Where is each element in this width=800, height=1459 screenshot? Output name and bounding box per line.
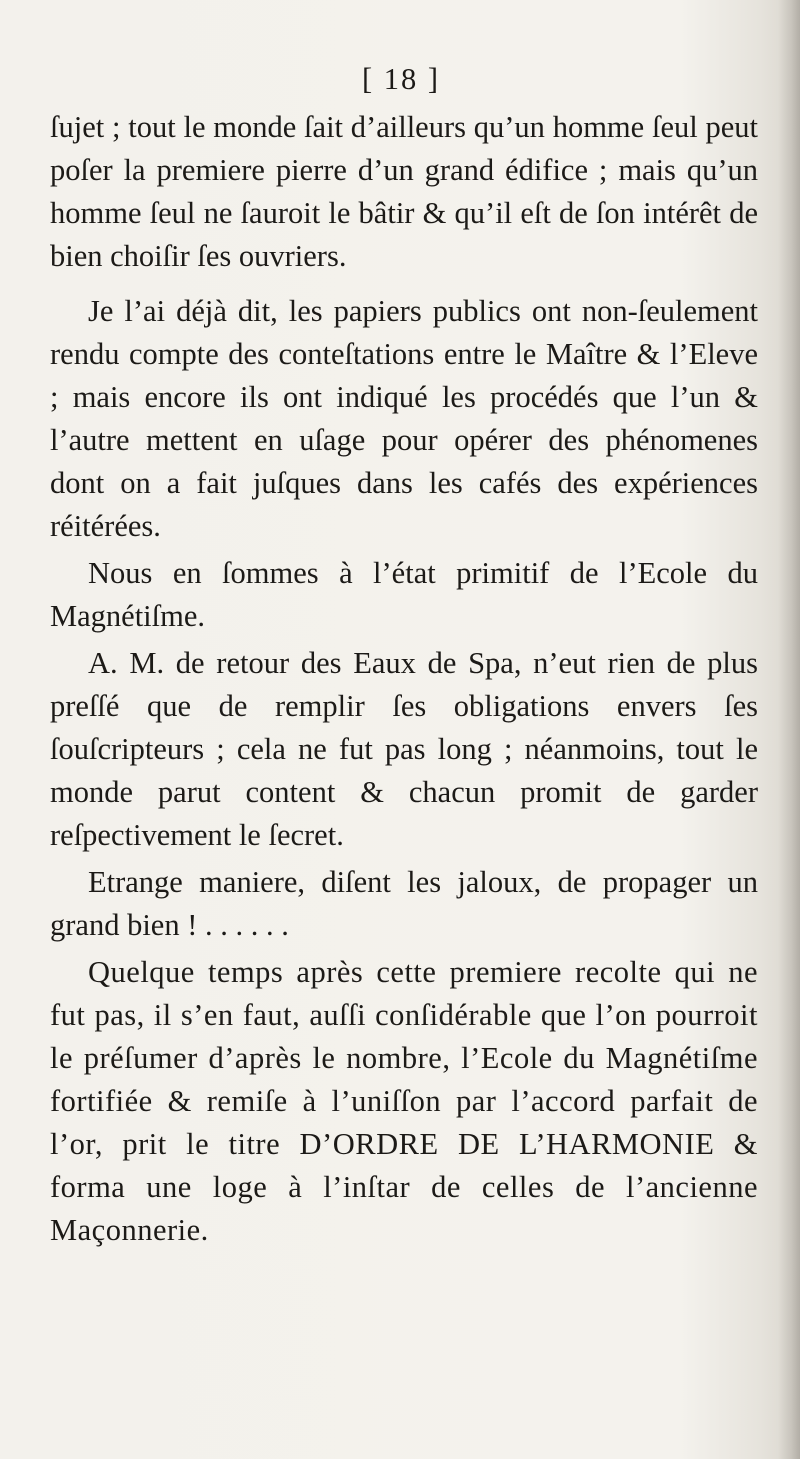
paragraph-4: A. M. de retour des Eaux de Spa, n’eut rien de plus preſſé que de remplir ſes obligations envers ſes ſouſcripteurs ; cela ne fut pas long ; néanmoins, tout le monde parut content & chacun promit de garder reſpectivement le ſecret. — [50, 646, 758, 852]
paragraph-6: Quelque temps après cette premiere recolte qui ne fut pas, il s’en faut, auſſi conſidérable que l’on pourroit le préſumer d’après le nombre, l’Ecole du Magnétiſme fortifiée & remiſe à l’uniſſon par l’accord parfait de l’or, prit le titre D’ORDRE DE L’HARMONIE & forma une loge à l’inſtar de celles de l’ancienne Maçonnerie. — [50, 955, 758, 1247]
page-edge-shadow — [778, 0, 800, 1459]
paragraph-2: Je l’ai déjà dit, les papiers publics ont non-ſeulement rendu compte des conteſtations entre le Maître & l’Eleve ; mais encore ils ont indiqué les procédés que l’un & l’autre mettent en uſage pour opérer des phénomenes dont on a fait juſques dans les cafés des expériences réitérées. — [50, 294, 758, 543]
paragraph-3: Nous en ſommes à l’état primitif de l’Ecole du Magnétiſme. — [50, 556, 758, 633]
paragraph-1: ſujet ; tout le monde ſait d’ailleurs qu’un homme ſeul peut poſer la premiere pierre d’un grand édifice ; mais qu’un homme ſeul ne ſauroit le bâtir & qu’il eſt de ſon intérêt de bien choiſir ſes ouvriers. — [50, 110, 758, 273]
page-number: [ 18 ] — [361, 62, 441, 96]
paragraph-5: Etrange maniere, diſent les jaloux, de propager un grand bien ! . . . . . . — [50, 865, 758, 942]
page-text — [50, 58, 758, 1252]
